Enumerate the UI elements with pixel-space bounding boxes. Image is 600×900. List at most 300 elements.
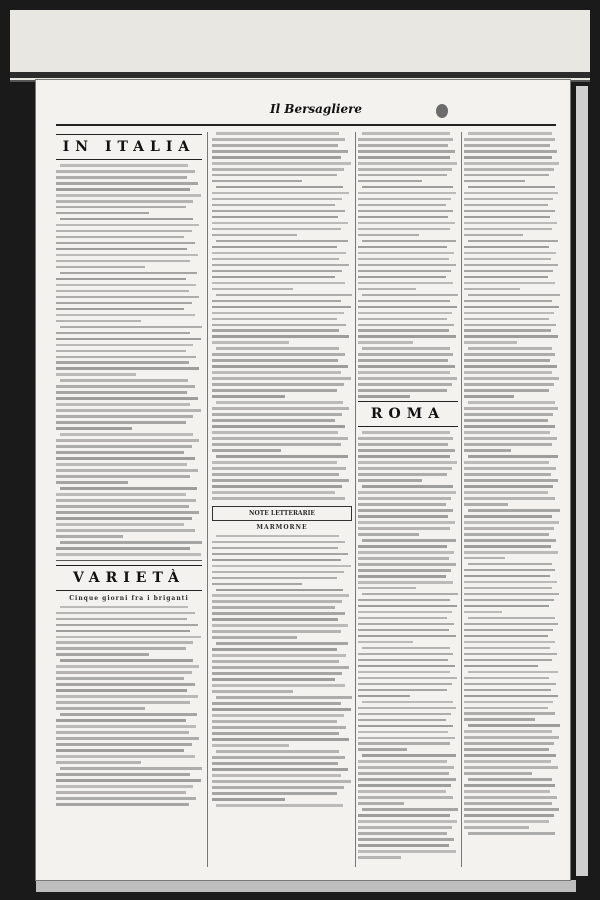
illegible-text-line bbox=[358, 395, 410, 398]
illegible-text-line bbox=[212, 547, 338, 550]
illegible-text-line bbox=[216, 186, 343, 189]
illegible-text-line bbox=[464, 497, 555, 500]
illegible-text-line bbox=[212, 216, 338, 219]
illegible-text-line bbox=[216, 750, 339, 753]
illegible-text-line bbox=[464, 198, 553, 201]
illegible-text-line bbox=[464, 365, 557, 368]
illegible-text-line bbox=[56, 278, 186, 281]
illegible-text-line bbox=[358, 335, 456, 338]
illegible-text-line bbox=[358, 629, 449, 632]
illegible-text-line bbox=[464, 629, 553, 632]
illegible-text-line bbox=[358, 318, 447, 321]
illegible-text-line bbox=[358, 826, 452, 829]
illegible-text-line bbox=[56, 242, 195, 245]
illegible-text-line bbox=[56, 284, 196, 287]
illegible-text-line bbox=[362, 347, 450, 350]
illegible-text-line bbox=[358, 611, 452, 614]
illegible-text-line bbox=[358, 365, 455, 368]
illegible-text-line bbox=[212, 606, 335, 609]
illegible-text-line bbox=[362, 186, 453, 189]
illegible-text-line bbox=[56, 212, 149, 215]
illegible-text-line bbox=[358, 479, 422, 482]
illegible-text-line bbox=[212, 630, 341, 633]
illegible-text-line bbox=[358, 737, 455, 740]
illegible-text-line bbox=[464, 216, 550, 219]
illegible-text-line bbox=[212, 714, 344, 717]
illegible-text-line bbox=[56, 719, 186, 722]
illegible-text-line bbox=[464, 665, 538, 668]
illegible-text-line bbox=[212, 359, 338, 362]
illegible-text-line bbox=[358, 748, 407, 751]
illegible-text-line bbox=[56, 785, 193, 788]
illegible-text-line bbox=[212, 473, 339, 476]
illegible-text-line bbox=[212, 684, 345, 687]
illegible-text-line bbox=[212, 479, 349, 482]
illegible-text-line bbox=[212, 660, 339, 663]
illegible-text-line bbox=[464, 329, 551, 332]
illegible-text-line bbox=[464, 701, 553, 704]
illegible-text-line bbox=[216, 240, 348, 243]
illegible-text-line bbox=[358, 623, 454, 626]
illegible-text-line bbox=[56, 749, 184, 752]
illegible-text-line bbox=[212, 341, 289, 344]
illegible-text-line bbox=[56, 707, 145, 710]
illegible-text-line bbox=[358, 581, 453, 584]
illegible-text-line bbox=[358, 282, 453, 285]
illegible-text-line bbox=[464, 826, 529, 829]
illegible-text-line bbox=[216, 696, 352, 699]
illegible-text-line bbox=[212, 738, 349, 741]
illegible-text-line bbox=[358, 671, 450, 674]
illegible-text-line bbox=[464, 611, 502, 614]
illegible-text-line bbox=[56, 553, 201, 556]
illegible-text-line bbox=[358, 312, 452, 315]
illegible-text-line bbox=[358, 162, 457, 165]
illegible-text-line bbox=[212, 678, 335, 681]
illegible-text-line bbox=[212, 720, 337, 723]
illegible-text-line bbox=[216, 132, 339, 135]
illegible-text-line bbox=[56, 689, 187, 692]
illegible-text-line bbox=[464, 683, 556, 686]
column-1-text-top bbox=[56, 164, 202, 556]
column-2-text-top bbox=[212, 132, 352, 500]
illegible-text-line bbox=[358, 204, 446, 207]
illegible-text-line bbox=[212, 702, 341, 705]
illegible-text-line bbox=[358, 719, 446, 722]
illegible-text-line bbox=[358, 521, 455, 524]
illegible-text-line bbox=[358, 509, 453, 512]
illegible-text-line bbox=[468, 347, 552, 350]
illegible-text-line bbox=[212, 204, 335, 207]
illegible-text-line bbox=[464, 515, 552, 518]
illegible-text-line bbox=[358, 216, 448, 219]
illegible-text-line bbox=[56, 731, 189, 734]
illegible-text-line bbox=[56, 403, 190, 406]
illegible-text-line bbox=[358, 659, 448, 662]
illegible-text-line bbox=[56, 415, 193, 418]
illegible-text-line bbox=[56, 296, 199, 299]
illegible-text-line bbox=[464, 695, 558, 698]
illegible-text-line bbox=[212, 541, 345, 544]
illegible-text-line bbox=[56, 421, 186, 424]
illegible-text-line bbox=[358, 150, 455, 153]
illegible-text-line bbox=[212, 744, 289, 747]
illegible-text-line bbox=[212, 449, 281, 452]
illegible-text-line bbox=[212, 306, 351, 309]
illegible-text-line bbox=[358, 503, 446, 506]
illegible-text-line bbox=[464, 599, 554, 602]
illegible-text-line bbox=[358, 713, 451, 716]
illegible-text-line bbox=[212, 377, 351, 380]
illegible-text-line bbox=[464, 623, 558, 626]
illegible-text-line bbox=[212, 395, 285, 398]
illegible-text-line bbox=[464, 485, 553, 488]
illegible-text-line bbox=[358, 156, 450, 159]
illegible-text-line bbox=[464, 521, 559, 524]
illegible-text-line bbox=[60, 379, 188, 382]
section-heading-in-italia: IN ITALIA bbox=[56, 134, 202, 160]
illegible-text-line bbox=[468, 778, 552, 781]
newspaper-page bbox=[36, 80, 570, 880]
illegible-text-line bbox=[358, 515, 448, 518]
illegible-text-line bbox=[56, 677, 184, 680]
illegible-text-line bbox=[358, 329, 449, 332]
illegible-text-line bbox=[358, 557, 449, 560]
illegible-text-line bbox=[358, 383, 452, 386]
illegible-text-line bbox=[362, 808, 458, 811]
illegible-text-line bbox=[212, 491, 335, 494]
illegible-text-line bbox=[56, 409, 201, 412]
illegible-text-line bbox=[358, 252, 454, 255]
illegible-text-line bbox=[358, 449, 455, 452]
illegible-text-line bbox=[358, 802, 404, 805]
illegible-text-line bbox=[358, 832, 447, 835]
illegible-text-line bbox=[56, 266, 145, 269]
illegible-text-line bbox=[212, 258, 339, 261]
illegible-text-line bbox=[464, 473, 551, 476]
illegible-text-line bbox=[358, 467, 452, 470]
column-2 bbox=[212, 132, 352, 872]
illegible-text-line bbox=[464, 377, 559, 380]
illegible-text-line bbox=[60, 606, 188, 609]
illegible-text-line bbox=[464, 210, 555, 213]
illegible-text-line bbox=[212, 282, 345, 285]
illegible-text-line bbox=[56, 701, 190, 704]
illegible-text-line bbox=[56, 290, 189, 293]
illegible-text-line bbox=[468, 563, 552, 566]
illegible-text-line bbox=[56, 397, 198, 400]
illegible-text-line bbox=[56, 535, 123, 538]
illegible-text-line bbox=[212, 144, 338, 147]
illegible-text-line bbox=[358, 527, 450, 530]
illegible-text-line bbox=[212, 768, 348, 771]
illegible-text-line bbox=[56, 445, 192, 448]
illegible-text-line bbox=[464, 503, 508, 506]
illegible-text-line bbox=[358, 473, 447, 476]
illegible-text-line bbox=[56, 302, 192, 305]
illegible-text-line bbox=[56, 683, 195, 686]
illegible-text-line bbox=[358, 677, 457, 680]
illegible-text-line bbox=[56, 236, 184, 239]
illegible-text-line bbox=[212, 270, 342, 273]
illegible-text-line bbox=[212, 150, 348, 153]
illegible-text-line bbox=[56, 505, 189, 508]
illegible-text-line bbox=[464, 413, 553, 416]
illegible-text-line bbox=[358, 784, 451, 787]
illegible-text-line bbox=[56, 647, 186, 650]
illegible-text-line bbox=[56, 200, 193, 203]
column-separator bbox=[207, 132, 208, 867]
illegible-text-line bbox=[212, 180, 302, 183]
illegible-text-line bbox=[362, 431, 450, 434]
illegible-text-line bbox=[212, 425, 345, 428]
illegible-text-line bbox=[212, 419, 335, 422]
illegible-text-line bbox=[464, 150, 557, 153]
illegible-text-line bbox=[358, 575, 446, 578]
illegible-text-line bbox=[464, 204, 548, 207]
illegible-text-line bbox=[464, 395, 514, 398]
illegible-text-line bbox=[358, 138, 453, 141]
illegible-text-line bbox=[212, 300, 341, 303]
illegible-text-line bbox=[362, 539, 456, 542]
illegible-text-line bbox=[212, 780, 351, 783]
illegible-text-line bbox=[216, 804, 343, 807]
illegible-text-line bbox=[358, 455, 450, 458]
illegible-text-line bbox=[212, 222, 348, 225]
illegible-text-line bbox=[56, 188, 190, 191]
illegible-text-line bbox=[464, 162, 559, 165]
illegible-text-line bbox=[464, 587, 552, 590]
column-3-text-top bbox=[358, 132, 458, 398]
illegible-text-line bbox=[212, 353, 345, 356]
illegible-text-line bbox=[464, 222, 557, 225]
illegible-text-line bbox=[358, 389, 447, 392]
illegible-text-line bbox=[212, 583, 302, 586]
illegible-text-line bbox=[358, 760, 447, 763]
illegible-text-line bbox=[464, 605, 549, 608]
illegible-text-line bbox=[358, 192, 456, 195]
illegible-text-line bbox=[464, 425, 555, 428]
illegible-text-line bbox=[212, 732, 339, 735]
illegible-text-line bbox=[464, 527, 554, 530]
illegible-text-line bbox=[56, 332, 190, 335]
illegible-text-line bbox=[464, 234, 523, 237]
illegible-text-line bbox=[60, 218, 193, 221]
section-subheading: Cinque giorni fra i briganti bbox=[69, 594, 189, 602]
illegible-text-line bbox=[464, 318, 549, 321]
illegible-text-line bbox=[464, 300, 552, 303]
illegible-text-line bbox=[212, 192, 349, 195]
illegible-text-line bbox=[56, 385, 195, 388]
illegible-text-line bbox=[212, 228, 341, 231]
illegible-text-line bbox=[464, 790, 550, 793]
illegible-text-line bbox=[358, 497, 451, 500]
illegible-text-line bbox=[464, 653, 557, 656]
illegible-text-line bbox=[464, 784, 555, 787]
illegible-text-line bbox=[212, 618, 338, 621]
illegible-text-line bbox=[216, 535, 339, 538]
illegible-text-line bbox=[60, 272, 197, 275]
illegible-text-line bbox=[358, 707, 456, 710]
illegible-text-line bbox=[464, 820, 549, 823]
illegible-text-line bbox=[362, 701, 453, 704]
illegible-text-line bbox=[212, 312, 344, 315]
column-4 bbox=[464, 132, 560, 872]
illegible-text-line bbox=[362, 294, 458, 297]
illegible-text-line bbox=[464, 174, 549, 177]
illegible-text-line bbox=[464, 168, 554, 171]
illegible-text-line bbox=[212, 672, 342, 675]
illegible-text-line bbox=[216, 294, 352, 297]
illegible-text-line bbox=[358, 174, 447, 177]
illegible-text-line bbox=[464, 718, 535, 721]
illegible-text-line bbox=[56, 314, 195, 317]
illegible-text-line bbox=[362, 240, 456, 243]
column-3-text-bottom bbox=[358, 431, 458, 858]
illegible-text-line bbox=[464, 288, 520, 291]
illegible-text-line bbox=[212, 485, 342, 488]
illegible-text-line bbox=[358, 288, 416, 291]
illegible-text-line bbox=[358, 766, 454, 769]
section-subheading-marmorne: MARMORNE bbox=[256, 523, 308, 531]
illegible-text-line bbox=[464, 252, 556, 255]
illegible-text-line bbox=[56, 338, 201, 341]
illegible-text-line bbox=[358, 641, 413, 644]
illegible-text-line bbox=[56, 344, 193, 347]
column-separator bbox=[355, 132, 356, 867]
illegible-text-line bbox=[464, 270, 553, 273]
illegible-text-line bbox=[60, 326, 202, 329]
illegible-text-line bbox=[212, 162, 351, 165]
illegible-text-line bbox=[468, 832, 555, 835]
illegible-text-line bbox=[468, 132, 552, 135]
illegible-text-line bbox=[60, 713, 197, 716]
illegible-text-line bbox=[464, 341, 517, 344]
illegible-text-line bbox=[464, 156, 552, 159]
illegible-text-line bbox=[464, 736, 559, 739]
illegible-text-line bbox=[56, 308, 184, 311]
illegible-text-line bbox=[56, 695, 198, 698]
illegible-text-line bbox=[464, 443, 552, 446]
illegible-text-line bbox=[56, 761, 141, 764]
illegible-text-line bbox=[56, 391, 187, 394]
illegible-text-line bbox=[56, 248, 187, 251]
illegible-text-line bbox=[212, 690, 293, 693]
illegible-text-line bbox=[212, 600, 342, 603]
illegible-text-line bbox=[464, 180, 525, 183]
illegible-text-line bbox=[464, 246, 549, 249]
illegible-text-line bbox=[464, 641, 555, 644]
illegible-text-line bbox=[212, 413, 342, 416]
illegible-text-line bbox=[358, 276, 446, 279]
illegible-text-line bbox=[464, 437, 557, 440]
illegible-text-line bbox=[212, 636, 297, 639]
illegible-text-line bbox=[358, 599, 450, 602]
illegible-text-line bbox=[358, 222, 455, 225]
illegible-text-line bbox=[464, 407, 558, 410]
illegible-text-line bbox=[358, 653, 453, 656]
illegible-text-line bbox=[216, 401, 343, 404]
illegible-text-line bbox=[212, 559, 341, 562]
illegible-text-line bbox=[464, 306, 559, 309]
illegible-text-line bbox=[464, 677, 549, 680]
illegible-text-line bbox=[358, 635, 456, 638]
illegible-text-line bbox=[56, 641, 193, 644]
illegible-text-line bbox=[464, 808, 559, 811]
illegible-text-line bbox=[464, 312, 554, 315]
illegible-text-line bbox=[56, 254, 198, 257]
illegible-text-line bbox=[56, 361, 189, 364]
illegible-text-line bbox=[212, 318, 337, 321]
illegible-text-line bbox=[212, 371, 341, 374]
illegible-text-line bbox=[212, 577, 337, 580]
illegible-text-line bbox=[212, 383, 344, 386]
illegible-text-line bbox=[212, 565, 351, 568]
illegible-text-line bbox=[60, 164, 188, 167]
column-1 bbox=[56, 132, 202, 872]
illegible-text-line bbox=[464, 689, 551, 692]
illegible-text-line bbox=[464, 324, 556, 327]
illegible-text-line bbox=[56, 517, 192, 520]
illegible-text-line bbox=[358, 587, 416, 590]
illegible-text-line bbox=[464, 712, 555, 715]
illegible-text-line bbox=[358, 306, 457, 309]
illegible-text-line bbox=[358, 168, 452, 171]
illegible-text-line bbox=[464, 353, 555, 356]
illegible-text-line bbox=[358, 695, 410, 698]
illegible-text-line bbox=[56, 206, 186, 209]
masthead-rule bbox=[56, 124, 556, 126]
illegible-text-line bbox=[56, 182, 198, 185]
illegible-text-line bbox=[212, 324, 346, 327]
illegible-text-line bbox=[362, 647, 450, 650]
illegible-text-line bbox=[464, 335, 558, 338]
illegible-text-line bbox=[212, 389, 337, 392]
illegible-text-line bbox=[216, 455, 348, 458]
illegible-text-line bbox=[212, 365, 348, 368]
illegible-text-line bbox=[212, 335, 349, 338]
illegible-text-line bbox=[358, 258, 449, 261]
illegible-text-line bbox=[358, 778, 456, 781]
illegible-text-line bbox=[468, 186, 555, 189]
illegible-text-line bbox=[60, 541, 202, 544]
illegible-text-line bbox=[358, 341, 413, 344]
illegible-text-line bbox=[464, 461, 549, 464]
illegible-text-line bbox=[468, 294, 560, 297]
illegible-text-line bbox=[56, 439, 199, 442]
illegible-text-line bbox=[358, 551, 454, 554]
illegible-text-line bbox=[212, 762, 338, 765]
illegible-text-line bbox=[464, 479, 558, 482]
illegible-text-line bbox=[358, 300, 450, 303]
illegible-text-line bbox=[358, 617, 447, 620]
illegible-text-line bbox=[56, 671, 192, 674]
illegible-text-line bbox=[358, 731, 448, 734]
illegible-text-line bbox=[358, 796, 453, 799]
illegible-text-line bbox=[358, 437, 453, 440]
illegible-text-line bbox=[358, 838, 454, 841]
illegible-text-line bbox=[464, 264, 558, 267]
illegible-text-line bbox=[56, 367, 199, 370]
illegible-text-line bbox=[212, 210, 345, 213]
illegible-text-line bbox=[56, 451, 184, 454]
illegible-text-line bbox=[56, 224, 199, 227]
illegible-text-line bbox=[56, 373, 136, 376]
illegible-text-line bbox=[212, 756, 345, 759]
illegible-text-line bbox=[56, 743, 192, 746]
section-heading-varieta: VARIETÀ bbox=[56, 565, 202, 591]
illegible-text-line bbox=[358, 814, 450, 817]
